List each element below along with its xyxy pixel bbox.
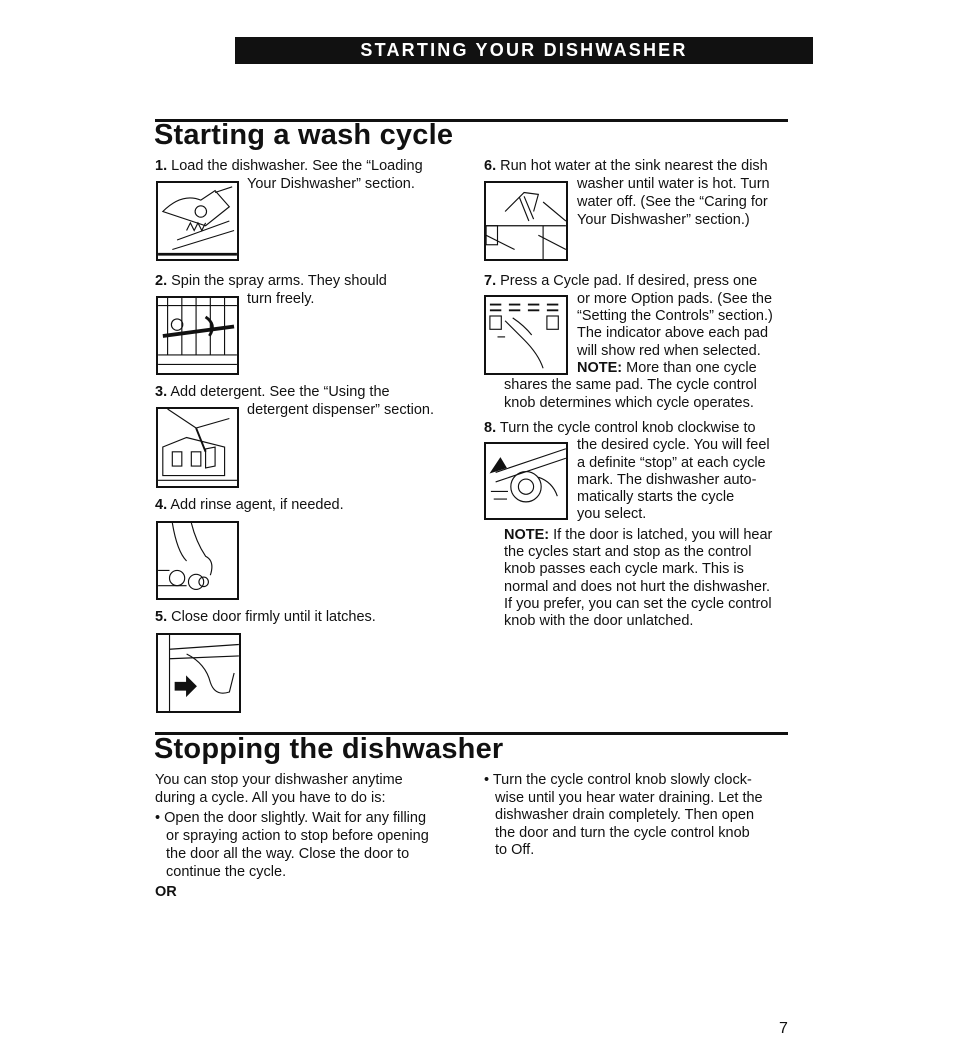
- step-7-line: will show red when selected.: [577, 343, 761, 359]
- step-6-text: 6. Run hot water at the sink nearest the dish: [484, 158, 768, 174]
- step-number: 5.: [155, 609, 168, 625]
- note-line: the cycles start and stop as the control: [504, 544, 752, 560]
- step-7-line: “Setting the Controls” section.): [577, 308, 773, 324]
- note-paragraph: NOTE: If the door is latched, you will hear: [504, 527, 773, 543]
- rinse-agent-illustration: [156, 521, 239, 600]
- bullet-line: continue the cycle.: [166, 864, 287, 880]
- note-line: normal and does not hurt the dishwasher.: [504, 579, 770, 595]
- note-line: knob passes each cycle mark. This is: [504, 561, 744, 577]
- step-8-line: matically starts the cycle: [577, 489, 735, 505]
- step-7-note: NOTE: More than one cycle: [577, 360, 757, 376]
- spray-arm-illustration: [156, 296, 239, 375]
- section-title: Starting a wash cycle: [154, 119, 454, 151]
- note-line: knob with the door unlatched.: [504, 613, 694, 629]
- page-number: 7: [779, 1020, 788, 1037]
- step-4-text: 4. Add rinse agent, if needed.: [155, 497, 344, 513]
- step-7-line: The indicator above each pad: [577, 325, 769, 341]
- or-label: OR: [155, 884, 177, 900]
- step-8-line: the desired cycle. You will feel: [577, 437, 770, 453]
- bullet-line: to Off.: [495, 842, 535, 858]
- step-2-text-cont: turn freely.: [247, 291, 315, 307]
- note-label: NOTE:: [504, 527, 550, 543]
- bullet-line: wise until you hear water draining. Let the: [495, 790, 763, 806]
- step-number: 6.: [484, 158, 497, 174]
- intro-line: during a cycle. All you have to do is:: [155, 790, 386, 806]
- control-pad-illustration: [484, 295, 568, 375]
- step-number: 4.: [155, 497, 168, 513]
- step-2-text: 2. Spin the spray arms. They should: [155, 273, 387, 289]
- step-7-line: or more Option pads. (See the: [577, 291, 773, 307]
- intro-line: You can stop your dishwasher anytime: [155, 772, 403, 788]
- step-7-line: knob determines which cycle operates.: [504, 395, 754, 411]
- step-1-text-cont: Your Dishwasher” section.: [247, 176, 415, 192]
- step-1-text: 1. Load the dishwasher. See the “Loading: [155, 158, 423, 174]
- bullet-line: or spraying action to stop before opening: [166, 828, 429, 844]
- section-banner: STARTING YOUR DISHWASHER: [235, 37, 813, 64]
- hot-water-faucet-illustration: [484, 181, 568, 261]
- step-6-line: washer until water is hot. Turn: [577, 176, 770, 192]
- step-number: 3.: [155, 384, 168, 400]
- step-8-line: you select.: [577, 506, 647, 522]
- step-6-line: Your Dishwasher” section.): [577, 212, 750, 228]
- bullet-marker: •: [484, 772, 490, 788]
- bullet-line: dishwasher drain completely. Then open: [495, 807, 755, 823]
- note-label: NOTE:: [577, 360, 623, 376]
- step-number: 7.: [484, 273, 497, 289]
- step-number: 1.: [155, 158, 168, 174]
- control-knob-illustration: [484, 442, 568, 520]
- bullet-line: the door and turn the cycle control knob: [495, 825, 750, 841]
- step-5-text: 5. Close door firmly until it latches.: [155, 609, 376, 625]
- bullet-item: • Open the door slightly. Wait for any filling: [155, 810, 427, 826]
- step-6-line: water off. (See the “Caring for: [577, 194, 768, 210]
- close-door-illustration: [156, 633, 241, 713]
- step-3-text-cont: detergent dispenser” section.: [247, 402, 434, 418]
- step-number: 8.: [484, 420, 497, 436]
- detergent-illustration: [156, 407, 239, 488]
- step-3-text: 3. Add detergent. See the “Using the: [155, 384, 390, 400]
- step-number: 2.: [155, 273, 168, 289]
- bullet-marker: •: [155, 810, 161, 826]
- step-7-line: shares the same pad. The cycle control: [504, 377, 757, 393]
- section-title: Stopping the dishwasher: [154, 733, 504, 765]
- step-8-line: mark. The dishwasher auto-: [577, 472, 757, 488]
- loading-illustration: [156, 181, 239, 261]
- step-7-text: 7. Press a Cycle pad. If desired, press one: [484, 273, 758, 289]
- step-8-text: 8. Turn the cycle control knob clockwise to: [484, 420, 756, 436]
- note-line: If you prefer, you can set the cycle control: [504, 596, 772, 612]
- bullet-line: the door all the way. Close the door to: [166, 846, 410, 862]
- step-8-line: a definite “stop” at each cycle: [577, 455, 766, 471]
- bullet-item: • Turn the cycle control knob slowly clock-: [484, 772, 752, 788]
